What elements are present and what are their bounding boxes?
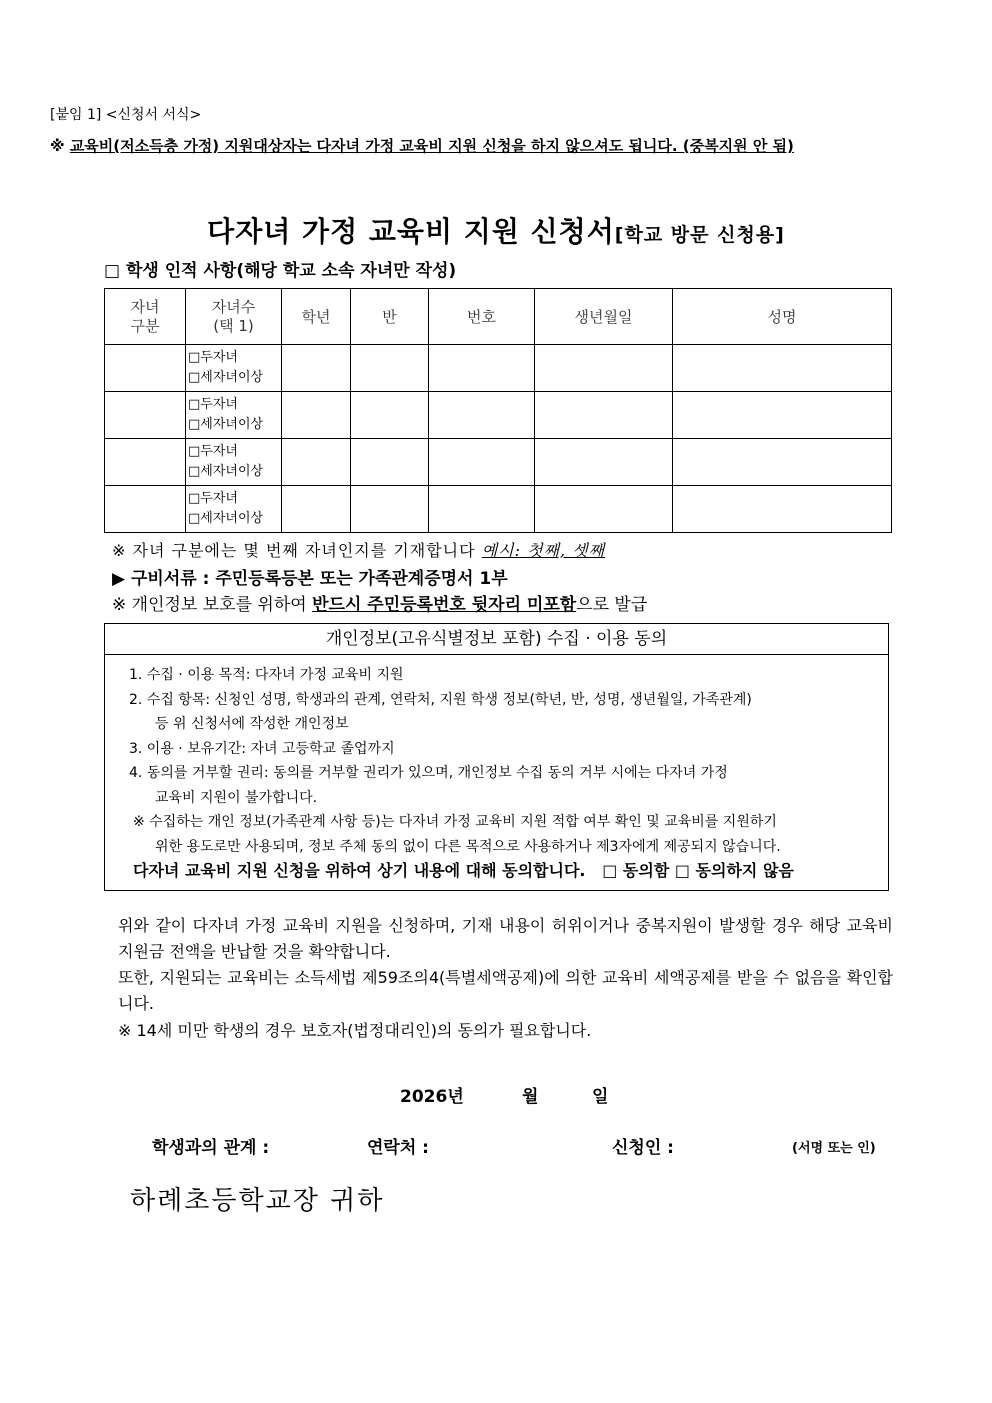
col-number: 번호 <box>429 289 535 345</box>
declaration-p3: ※ 14세 미만 학생의 경우 보호자(법정대리인)의 동의가 필요합니다. <box>118 1021 592 1040</box>
applicant-label: 신청인 : <box>612 1138 674 1158</box>
date-day: 일 <box>592 1087 609 1107</box>
consent-item-3: 3. 이용 · 보유기간: 자녀 고등학교 졸업까지 <box>129 740 395 757</box>
class-cell[interactable] <box>351 345 429 392</box>
class-cell[interactable] <box>351 439 429 486</box>
child-order-cell[interactable] <box>105 392 186 439</box>
child-order-cell[interactable] <box>105 486 186 533</box>
consent-item-4-cont: 교육비 지원이 불가합니다. <box>155 789 318 806</box>
table-row <box>105 345 892 392</box>
contact-label: 연락처 : <box>367 1138 429 1158</box>
birthdate-cell[interactable] <box>535 392 673 439</box>
form-title-sub: [학교 방문 신청용] <box>614 224 785 246</box>
name-cell[interactable] <box>673 392 892 439</box>
privacy-note-prefix: ※ 개인정보 보호를 위하여 <box>112 595 313 615</box>
form-title <box>0 210 992 250</box>
privacy-note-suffix: 으로 발급 <box>576 595 648 615</box>
name-cell[interactable] <box>673 486 892 533</box>
consent-item-4: 4. 동의를 거부할 권리: 동의를 거부할 권리가 있으며, 개인정보 수집 동의 거부 시에는 다자녀 가정 <box>129 765 728 781</box>
col-grade: 학년 <box>282 289 351 345</box>
option-three-children[interactable]: □세자녀이상 <box>188 464 264 479</box>
birthdate-cell[interactable] <box>535 345 673 392</box>
required-documents: ▶ 구비서류 : 주민등록등본 또는 가족관계증명서 1부 <box>112 569 508 589</box>
grade-cell[interactable] <box>282 345 351 392</box>
agree-yes-checkbox[interactable]: □ 동의함 <box>602 861 670 880</box>
notice-prefix: ※ <box>50 137 70 155</box>
child-order-example: 예시: 첫째, 셋째 <box>481 541 606 560</box>
col-class: 반 <box>351 289 429 345</box>
agree-no-checkbox[interactable]: □ 동의하지 않음 <box>674 861 794 880</box>
consent-box <box>104 623 889 891</box>
consent-title: 개인정보(고유식별정보 포함) 수집 · 이용 동의 <box>105 624 888 655</box>
declaration-p1: 위와 같이 다자녀 가정 교육비 지원을 신청하며, 기재 내용이 허위이거나 중복지원이 발생할 경우 해당 교육비 지원금 전액을 반납할 것을 확약합니다. <box>118 916 893 961</box>
child-order-note <box>112 538 605 561</box>
option-two-children[interactable]: □두자녀 <box>188 350 238 365</box>
privacy-note <box>112 590 647 615</box>
sign-note: (서명 또는 인) <box>792 1141 876 1156</box>
form-title-main: 다자녀 가정 교육비 지원 신청서 <box>207 215 615 248</box>
privacy-note-emphasis: 반드시 주민등록번호 뒷자리 미포함 <box>312 595 577 615</box>
number-cell[interactable] <box>429 486 535 533</box>
child-order-cell[interactable] <box>105 439 186 486</box>
date-year: 2026년 <box>400 1087 464 1107</box>
table-row <box>105 392 892 439</box>
child-count-cell <box>186 439 282 486</box>
date-month: 월 <box>522 1087 539 1107</box>
option-two-children[interactable]: □두자녀 <box>188 397 238 412</box>
child-order-note-text: ※ 자녀 구분에는 몇 번째 자녀인지를 기재합니다 <box>112 541 476 560</box>
declaration-p2: 또한, 지원되는 교육비는 소득세법 제59조의4(특별세액공제)에 의한 교육비 세액공제를 받을 수 없음을 확인합니다. <box>118 968 893 1013</box>
number-cell[interactable] <box>429 439 535 486</box>
consent-body <box>105 655 888 884</box>
notice <box>50 135 794 156</box>
col-name: 성명 <box>673 289 892 345</box>
recipient: 하례초등학교장 귀하 <box>130 1186 385 1216</box>
table-row <box>105 486 892 533</box>
consent-item-2: 2. 수집 항목: 신청인 성명, 학생과의 관계, 연락처, 지원 학생 정보(학년, 반, 성명, 생년월일, 가족관계) <box>129 691 752 708</box>
notice-text: 교육비(저소득층 가정) 지원대상자는 다자녀 가정 교육비 지원 신청을 하지 않으셔도 됩니다. (중복지원 안 됨) <box>69 137 794 155</box>
option-three-children[interactable]: □세자녀이상 <box>188 370 264 385</box>
consent-item-2-cont: 등 위 신청서에 작성한 개인정보 <box>155 716 349 732</box>
grade-cell[interactable] <box>282 486 351 533</box>
consent-agree-line <box>129 859 888 884</box>
number-cell[interactable] <box>429 392 535 439</box>
consent-item-1: 1. 수집 · 이용 목적: 다자녀 가정 교육비 지원 <box>129 667 404 683</box>
number-cell[interactable] <box>429 345 535 392</box>
relation-label: 학생과의 관계 : <box>152 1138 270 1158</box>
child-count-cell <box>186 392 282 439</box>
grade-cell[interactable] <box>282 439 351 486</box>
attachment-label: [붙임 1] <신청서 서식> <box>50 107 202 123</box>
option-three-children[interactable]: □세자녀이상 <box>188 511 264 526</box>
child-order-cell[interactable] <box>105 345 186 392</box>
col-birthdate: 생년월일 <box>535 289 673 345</box>
name-cell[interactable] <box>673 345 892 392</box>
consent-agree-text: 다자녀 교육비 지원 신청을 위하여 상기 내용에 대해 동의합니다. <box>133 861 586 880</box>
consent-note: ※ 수집하는 개인 정보(가족관계 사항 등)는 다자녀 가정 교육비 지원 적합 여부 확인 및 교육비를 지원하기 <box>133 814 777 830</box>
birthdate-cell[interactable] <box>535 439 673 486</box>
class-cell[interactable] <box>351 392 429 439</box>
child-count-cell <box>186 486 282 533</box>
option-two-children[interactable]: □두자녀 <box>188 491 238 506</box>
birthdate-cell[interactable] <box>535 486 673 533</box>
col-child-order: 자녀 구분 <box>105 289 186 345</box>
table-header-row <box>105 289 892 345</box>
table-row <box>105 439 892 486</box>
option-two-children[interactable]: □두자녀 <box>188 444 238 459</box>
student-table <box>104 288 892 533</box>
grade-cell[interactable] <box>282 392 351 439</box>
class-cell[interactable] <box>351 486 429 533</box>
name-cell[interactable] <box>673 439 892 486</box>
consent-note-cont: 위한 용도로만 사용되며, 정보 주체 동의 없이 다른 목적으로 사용하거나 제3자에게 제공되지 않습니다. <box>155 838 781 855</box>
option-three-children[interactable]: □세자녀이상 <box>188 417 264 432</box>
col-child-count: 자녀수 (택 1) <box>186 289 282 345</box>
student-section-heading: □ 학생 인적 사항(해당 학교 소속 자녀만 작성) <box>104 261 457 281</box>
child-count-cell <box>186 345 282 392</box>
